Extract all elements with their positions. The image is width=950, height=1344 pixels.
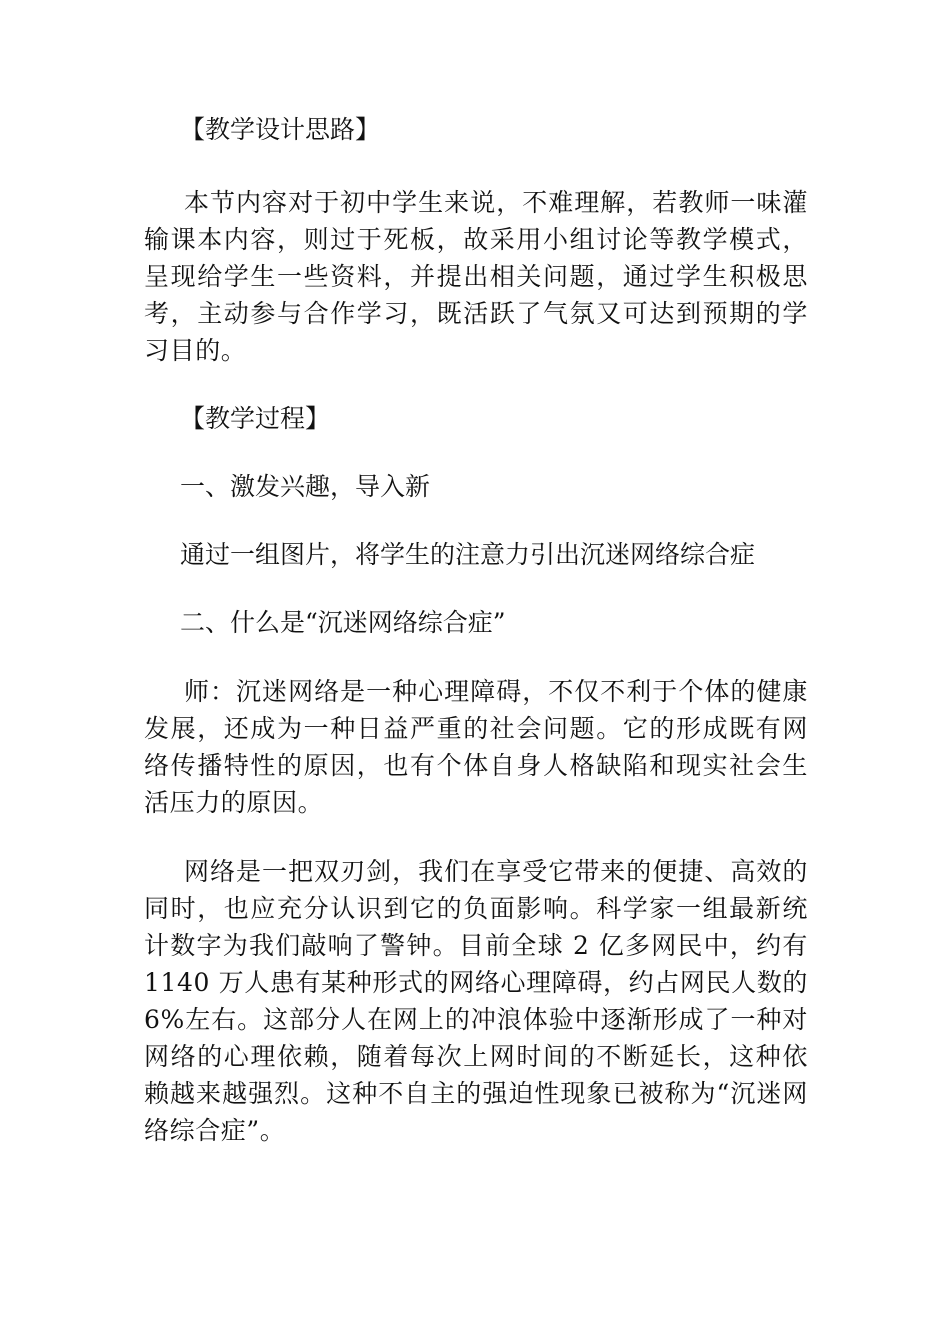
teaching-process-heading: 【教学过程】 xyxy=(180,404,331,433)
design-approach-paragraph: 本节内容对于初中学生来说，不难理解，若教师一味灌输课本内容，则过于死板，故采用小组讨论等教学模式，呈现给学生一些资料，并提出相关问题，通过学生积极思考，主动参与合作学习，既活跃了气氛又可达到预期的学习目的。 xyxy=(144,188,808,365)
design-approach-heading: 【教学设计思路】 xyxy=(180,115,381,144)
step-two-heading: 二、什么是“沉迷网络综合症” xyxy=(180,608,506,637)
teacher-paragraph: 师：沉迷网络是一种心理障碍，不仅不利于个体的健康发展，还成为一种日益严重的社会问题。它的形成既有网络传播特性的原因，也有个体自身人格缺陷和现实社会生活压力的原因。 xyxy=(144,677,808,817)
document-page xyxy=(144,108,808,1149)
step-one-text: 通过一组图片，将学生的注意力引出沉迷网络综合症 xyxy=(180,540,756,569)
spacer xyxy=(144,369,808,397)
step-one-heading: 一、激发兴趣，导入新 xyxy=(180,472,431,501)
spacer xyxy=(144,509,808,533)
spacer xyxy=(144,645,808,673)
spacer xyxy=(144,152,808,184)
spacer xyxy=(144,577,808,601)
network-paragraph: 网络是一把双刃剑，我们在享受它带来的便捷、高效的同时，也应充分认识到它的负面影响。科学家一组最新统计数字为我们敲响了警钟。目前全球 2 亿多网民中，约有 1140 万人患有某种形式的网络心理障碍，约占网民人数的 6%左右。这部分人在网上的冲浪体验中逐渐形成了一种对网络的心理依赖，随着每次上网时间的不断延长，这种依赖越来越强烈。这种不自主的强迫性现象已被称为“沉迷网络综合症”。 xyxy=(144,857,808,1145)
spacer xyxy=(144,441,808,465)
spacer xyxy=(144,821,808,853)
